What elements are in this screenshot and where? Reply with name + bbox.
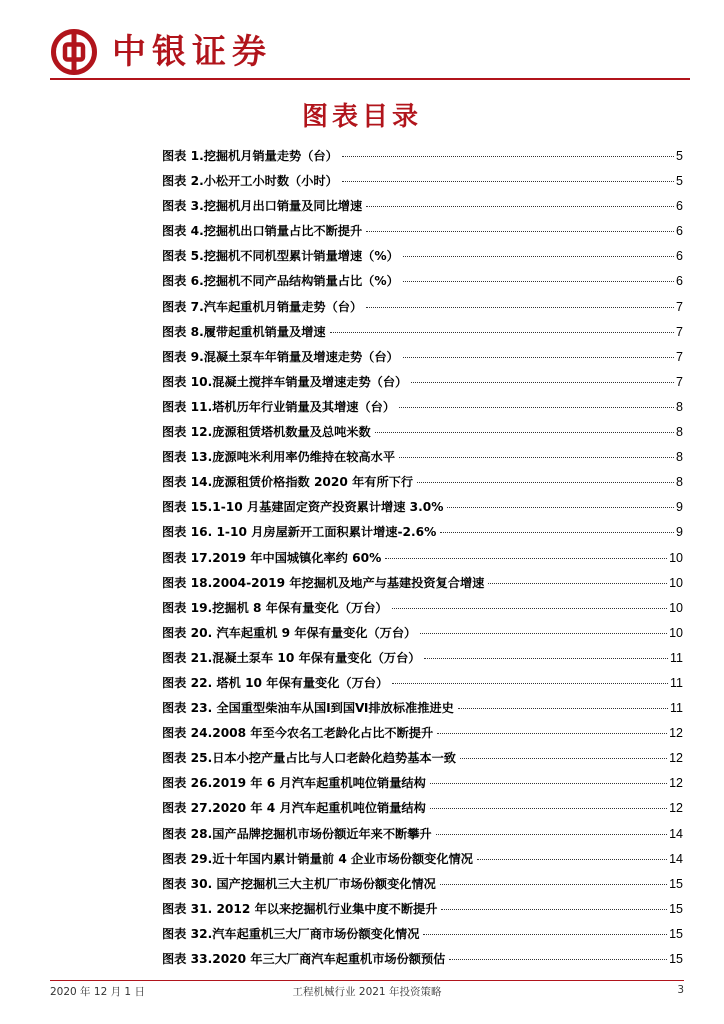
toc-entry-page: 10 xyxy=(669,625,683,640)
toc-entry-label: 图表 1.挖掘机月销量走势（台） xyxy=(162,149,338,163)
toc-entry-page: 15 xyxy=(669,901,683,916)
toc-entry-page: 6 xyxy=(676,199,683,214)
brand-name: 中银证券 xyxy=(112,32,272,72)
toc-leader-dots xyxy=(366,206,674,207)
toc-entry-page: 8 xyxy=(676,425,683,440)
toc-entry[interactable] xyxy=(162,848,683,873)
toc-entry[interactable] xyxy=(162,772,683,797)
footer-date: 2020 年 12 月 1 日 xyxy=(50,986,145,998)
toc-entry-label: 图表 25.日本小挖产量占比与人口老龄化趋势基本一致 xyxy=(162,751,456,766)
page-header xyxy=(50,28,690,76)
toc-entry-page: 5 xyxy=(676,149,683,163)
toc-entry[interactable] xyxy=(162,396,683,421)
toc-entry-page: 8 xyxy=(676,450,683,465)
toc-entry-page: 9 xyxy=(676,500,683,515)
toc-leader-dots xyxy=(440,884,667,885)
toc-entry-label: 图表 29.近十年国内累计销量前 4 企业市场份额变化情况 xyxy=(162,851,473,866)
page-footer xyxy=(50,984,684,1000)
toc-entry-page: 8 xyxy=(676,475,683,490)
toc-leader-dots xyxy=(403,256,674,257)
toc-entry-page: 15 xyxy=(669,876,683,891)
toc-entry[interactable] xyxy=(162,747,683,772)
toc-entry-page: 11 xyxy=(670,650,683,665)
toc-entry-label: 图表 22. 塔机 10 年保有量变化（万台） xyxy=(162,675,389,690)
toc-entry[interactable] xyxy=(162,446,683,471)
toc-entry-page: 14 xyxy=(669,851,683,866)
toc-entry[interactable] xyxy=(162,697,683,722)
toc-entry-page: 10 xyxy=(669,600,683,615)
toc-entry-label: 图表 32.汽车起重机三大厂商市场份额变化情况 xyxy=(162,926,420,941)
toc-leader-dots xyxy=(437,733,667,734)
toc-entry-page: 7 xyxy=(676,299,683,314)
toc-entry-label: 图表 11.塔机历年行业销量及其增速（台） xyxy=(162,399,396,414)
toc-entry-page: 15 xyxy=(669,926,683,941)
toc-entry-page: 12 xyxy=(669,726,683,741)
toc-entry-label: 图表 28.国产品牌挖掘机市场份额近年来不断攀升 xyxy=(162,826,432,841)
toc-entry-page: 7 xyxy=(676,374,683,389)
toc-entry-label: 图表 12.庞源租赁塔机数量及总吨米数 xyxy=(162,425,371,440)
footer-report-title: 工程机械行业 2021 年投资策略 xyxy=(292,986,442,998)
toc-entry[interactable] xyxy=(162,296,683,321)
toc-entry-page: 15 xyxy=(669,952,683,966)
toc-entry-page: 7 xyxy=(676,324,683,339)
toc-leader-dots xyxy=(330,332,674,333)
toc-entry-label: 图表 17.2019 年中国城镇化率约 60% xyxy=(162,550,382,565)
bank-of-china-logo-icon xyxy=(50,28,98,76)
toc-leader-dots xyxy=(342,156,674,157)
toc-entry[interactable] xyxy=(162,421,683,446)
toc-entry[interactable] xyxy=(162,321,683,346)
toc-leader-dots xyxy=(392,683,668,684)
toc-entry[interactable] xyxy=(162,346,683,371)
toc-entry-page: 11 xyxy=(670,701,683,716)
toc-entry-label: 图表 24.2008 年至今农名工老龄化占比不断提升 xyxy=(162,726,434,741)
toc-entry-page: 14 xyxy=(669,826,683,841)
toc-title: 图表目录 xyxy=(301,102,422,132)
toc-leader-dots xyxy=(441,909,667,910)
toc-leader-dots xyxy=(477,859,667,860)
toc-entry[interactable] xyxy=(162,823,683,848)
toc-entry[interactable] xyxy=(162,195,683,220)
toc-leader-dots xyxy=(366,307,674,308)
toc-entry[interactable] xyxy=(162,547,683,572)
toc-entry[interactable] xyxy=(162,471,683,496)
toc-leader-dots xyxy=(488,583,667,584)
toc-entry[interactable] xyxy=(162,873,683,898)
toc-leader-dots xyxy=(440,532,674,533)
toc-entry-label: 图表 10.混凝土搅拌车销量及增速走势（台） xyxy=(162,374,408,389)
toc-entry-label: 图表 20. 汽车起重机 9 年保有量变化（万台） xyxy=(162,625,417,640)
header-divider xyxy=(50,78,690,80)
toc-entry[interactable] xyxy=(162,371,683,396)
toc-leader-dots xyxy=(424,658,668,659)
toc-entry-page: 11 xyxy=(670,675,683,690)
toc-leader-dots xyxy=(430,808,667,809)
toc-entry-label: 图表 3.挖掘机月出口销量及同比增速 xyxy=(162,199,363,214)
toc-leader-dots xyxy=(342,181,674,182)
toc-entry-label: 图表 8.履带起重机销量及增速 xyxy=(162,324,326,339)
toc-entry[interactable] xyxy=(162,170,683,195)
toc-entry[interactable] xyxy=(162,220,683,245)
footer-divider xyxy=(50,980,684,981)
toc-entry[interactable] xyxy=(162,622,683,647)
toc-entry[interactable] xyxy=(162,647,683,672)
toc-entry-label: 图表 6.挖掘机不同产品结构销量占比（%） xyxy=(162,274,399,289)
toc-leader-dots xyxy=(411,382,674,383)
toc-entry-page: 12 xyxy=(669,751,683,766)
footer-page-number: 3 xyxy=(677,984,684,996)
toc-entry[interactable] xyxy=(162,923,683,948)
toc-entry-label: 图表 26.2019 年 6 月汽车起重机吨位销量结构 xyxy=(162,776,426,791)
toc-entry[interactable] xyxy=(162,245,683,270)
toc-entry[interactable] xyxy=(162,597,683,622)
toc-entry-label: 图表 30. 国产挖掘机三大主机厂市场份额变化情况 xyxy=(162,876,436,891)
toc-entry-page: 9 xyxy=(676,525,683,540)
toc-entry-label: 图表 4.挖掘机出口销量占比不断提升 xyxy=(162,224,363,239)
toc-leader-dots xyxy=(420,633,667,634)
toc-leader-dots xyxy=(458,708,668,709)
toc-entry-label: 图表 23. 全国重型柴油车从国Ⅰ到国Ⅵ排放标准推进史 xyxy=(162,701,454,716)
toc-entry[interactable] xyxy=(162,496,683,521)
toc-leader-dots xyxy=(430,783,667,784)
toc-entry-page: 12 xyxy=(669,776,683,791)
toc-entry[interactable] xyxy=(162,722,683,747)
toc-entry[interactable] xyxy=(162,797,683,822)
toc-entry-label: 图表 31. 2012 年以来挖掘机行业集中度不断提升 xyxy=(162,901,438,916)
toc-entry-label: 图表 19.挖掘机 8 年保有量变化（万台） xyxy=(162,600,388,615)
toc-entry-label: 图表 9.混凝土泵车年销量及增速走势（台） xyxy=(162,349,399,364)
toc-entry[interactable] xyxy=(162,270,683,295)
toc-entry-label: 图表 16. 1-10 月房屋新开工面积累计增速-2.6% xyxy=(162,525,437,540)
toc-entry-label: 图表 5.挖掘机不同机型累计销量增速（%） xyxy=(162,249,399,264)
toc-entry[interactable] xyxy=(162,521,683,546)
toc-entry-page: 6 xyxy=(676,249,683,264)
toc-leader-dots xyxy=(403,357,674,358)
toc-entry-label: 图表 14.庞源租赁价格指数 2020 年有所下行 xyxy=(162,475,414,490)
toc-entry-page: 10 xyxy=(669,575,683,590)
toc-entry[interactable] xyxy=(162,145,683,170)
toc-entry-label: 图表 15.1-10 月基建固定资产投资累计增速 3.0% xyxy=(162,500,444,515)
toc-entry-label: 图表 7.汽车起重机月销量走势（台） xyxy=(162,299,363,314)
toc-leader-dots xyxy=(385,558,667,559)
toc-leader-dots xyxy=(460,758,667,759)
toc-leader-dots xyxy=(366,231,674,232)
toc-leader-dots xyxy=(399,457,674,458)
toc-leader-dots xyxy=(447,507,674,508)
toc-leader-dots xyxy=(375,432,674,433)
toc-leader-dots xyxy=(436,834,668,835)
toc-entry[interactable] xyxy=(162,572,683,597)
toc-entry-page: 10 xyxy=(669,550,683,565)
toc-leader-dots xyxy=(403,281,674,282)
toc-leader-dots xyxy=(399,407,674,408)
toc-entry-label: 图表 18.2004-2019 年挖掘机及地产与基建投资复合增速 xyxy=(162,575,485,590)
toc-entry-page: 8 xyxy=(676,399,683,414)
toc-entry-page: 12 xyxy=(669,801,683,816)
toc-entry-label: 图表 27.2020 年 4 月汽车起重机吨位销量结构 xyxy=(162,801,426,816)
toc-leader-dots xyxy=(449,959,667,960)
toc-leader-dots xyxy=(392,608,667,609)
toc-entry-page: 5 xyxy=(676,174,683,189)
toc-entry[interactable] xyxy=(162,672,683,697)
toc-entry[interactable] xyxy=(162,948,683,973)
toc-list xyxy=(162,145,683,973)
toc-leader-dots xyxy=(423,934,667,935)
toc-entry[interactable] xyxy=(162,898,683,923)
toc-entry-page: 7 xyxy=(676,349,683,364)
toc-entry-label: 图表 21.混凝土泵车 10 年保有量变化（万台） xyxy=(162,650,421,665)
toc-entry-label: 图表 13.庞源吨米利用率仍维持在较高水平 xyxy=(162,450,396,465)
toc-leader-dots xyxy=(417,482,674,483)
toc-entry-page: 6 xyxy=(676,224,683,239)
toc-entry-label: 图表 2.小松开工小时数（小时） xyxy=(162,174,338,189)
toc-entry-label: 图表 33.2020 年三大厂商汽车起重机市场份额预估 xyxy=(162,952,446,966)
toc-entry-page: 6 xyxy=(676,274,683,289)
